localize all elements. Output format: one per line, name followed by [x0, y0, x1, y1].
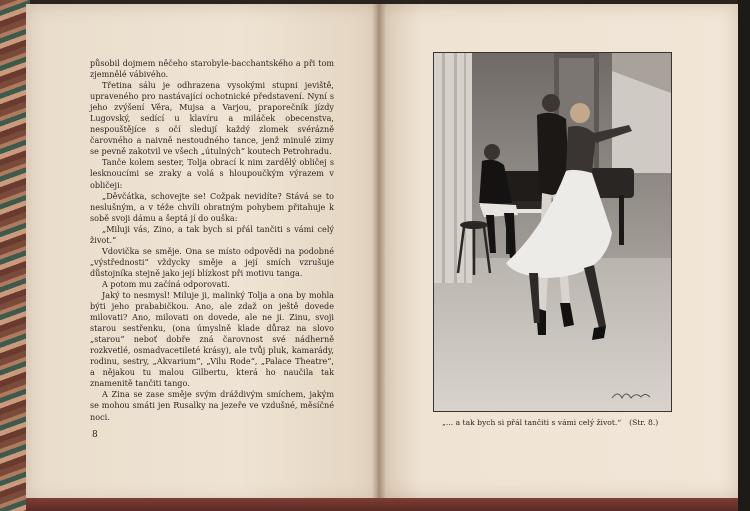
paragraph: Jaký to nesmysl! Miluje ji, malinký Tolja a ona by mohla býti jeho prababičkou. Ano, ale zdaž on ještě dovede milovati? Ano, milovati on dovede, ale ne ji. Zinu, svoji starou sestřenku, (ona úmyslně klade důraz na slovo „starou“ neboť dobře zná čarovnost své nádherně rozkvetlé, osmadvacetileté krásy), ale tvůj pluk, kamarády, rodinu, sestry, „Akvarium“, „Vilu Rode“, „Palace Theatre“, a nějakou tu malou Gilbertu, která ho naučila tak znamenitě tančiti tango.: [90, 289, 334, 389]
paragraph: působil dojmem něčeho starobyle-bacchantského a při tom zjemnělé vábivého.: [90, 58, 334, 80]
left-page-text: [90, 58, 334, 423]
paragraph: A potom mu začíná odporovati.: [102, 278, 230, 289]
book-gutter: [372, 4, 386, 502]
caption-page-reference: (Str. 8.): [629, 418, 659, 427]
illustration-dancing-couple: [433, 52, 672, 412]
paragraph: „Děvčátka, schovejte se! Cožpak nevidíte? Stává se to neslušným, a v téže chvíli obratným pohybem přitahuje k sobě svoji dámu a šeptá jí do ouška:: [90, 190, 334, 223]
paragraph: Třetina sálu je odhrazena vysokými stupni jeviště, upraveného pro nastávající ochotnické představení. Nyní s jeho zvýšení Věra, Mujsa a Varjou, praporečník jízdy Lugovský, sedící u klavíru a miláček obecenstva, nespouštějíce s očí sledují každý zlomek svérázně čarovného a naivně nestoudného tance, jenž minulé zimy se pevně zakotvil ve všech „útulných“ koutech Petrohradu.: [90, 80, 334, 157]
paragraph: Tanče kolem sester, Tolja obrací k nim zardělý obličej s lesknoucími se zraky a volá s hloupoučkým výrazem v obličeji:: [90, 157, 334, 190]
illustration-caption: [442, 418, 672, 427]
paragraph: „Miluji vás, Zino, a tak bych si přál tančiti s vámi celý život.“: [90, 223, 334, 245]
page-number: 8: [92, 430, 98, 440]
book-cover-edge: [738, 0, 750, 511]
caption-text: „... a tak bych si přál tančiti s vámi celý život.“: [442, 418, 622, 427]
paragraph: Vdovička se směje. Ona se místo odpovědi na podobné „výstřednosti“ vždycky směje a její smích vzrušuje důstojníka stejně jako její blízkost při motivu tanga.: [90, 245, 334, 278]
book-binding-edge: [26, 498, 738, 511]
paragraph: A Zina se zase směje svým dráždivým smíchem, jakým se mohou smáti jen Rusalky na jezeře ve vzdušné, měsíčné noci.: [90, 389, 334, 422]
